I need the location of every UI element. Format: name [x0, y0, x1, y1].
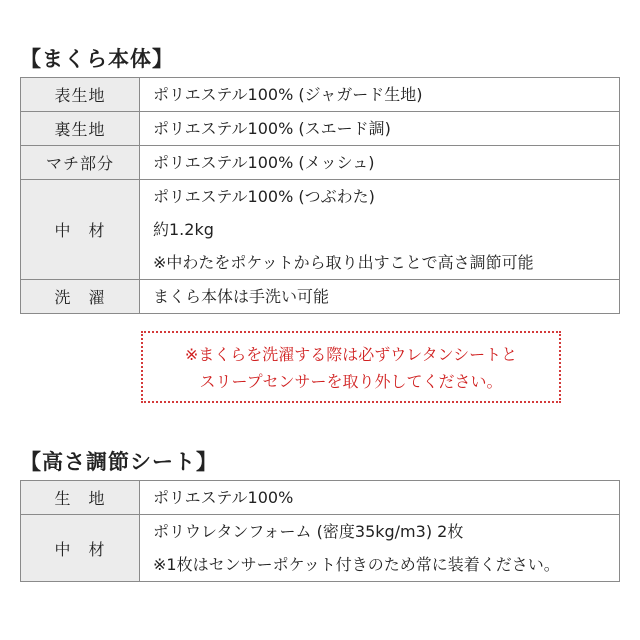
row-value: [140, 180, 620, 280]
notice-line: ※まくらを洗濯する際は必ずウレタンシートと: [184, 345, 518, 364]
row-value-line: 約1.2kg: [153, 220, 214, 239]
row-label: 生 地: [21, 481, 140, 515]
row-label: 表生地: [21, 78, 140, 112]
row-value-line: ※1枚はセンサーポケット付きのため常に装着ください。: [153, 555, 560, 574]
table-row: [21, 180, 620, 280]
row-value: [140, 112, 620, 146]
table-row: [21, 280, 620, 314]
notice-line: スリープセンサーを取り外してください。: [199, 372, 503, 391]
table-row: [21, 78, 620, 112]
row-label: 裏生地: [21, 112, 140, 146]
row-value-line: まくら本体は手洗い可能: [153, 287, 330, 306]
section-title-height-sheet: 【高さ調節シート】: [20, 450, 218, 474]
row-value-line: ポリエステル100%: [153, 488, 294, 507]
row-label: マチ部分: [21, 146, 140, 180]
row-value-line: ポリエステル100% (つぶわた): [153, 187, 375, 206]
row-value-line: ※中わたをポケットから取り出すことで高さ調節可能: [153, 253, 534, 272]
table-row: [21, 515, 620, 582]
washing-notice: [141, 331, 561, 403]
table-row: [21, 112, 620, 146]
row-value-line: ポリエステル100% (ジャガード生地): [153, 85, 423, 104]
table-row: [21, 146, 620, 180]
row-label: 中 材: [21, 180, 140, 280]
row-value: [140, 481, 620, 515]
row-label: 洗 濯: [21, 280, 140, 314]
table-row: [21, 481, 620, 515]
row-value-line: ポリウレタンフォーム (密度35kg/m3) 2枚: [153, 522, 464, 541]
row-value: [140, 78, 620, 112]
row-value-line: ポリエステル100% (スエード調): [153, 119, 391, 138]
row-value: [140, 515, 620, 582]
row-label: 中 材: [21, 515, 140, 582]
row-value: [140, 280, 620, 314]
pillow-body-spec-table: [20, 77, 620, 314]
height-sheet-spec-table: [20, 480, 620, 582]
section-title-pillow-body: 【まくら本体】: [20, 47, 174, 71]
row-value-line: ポリエステル100% (メッシュ): [153, 153, 375, 172]
row-value: [140, 146, 620, 180]
